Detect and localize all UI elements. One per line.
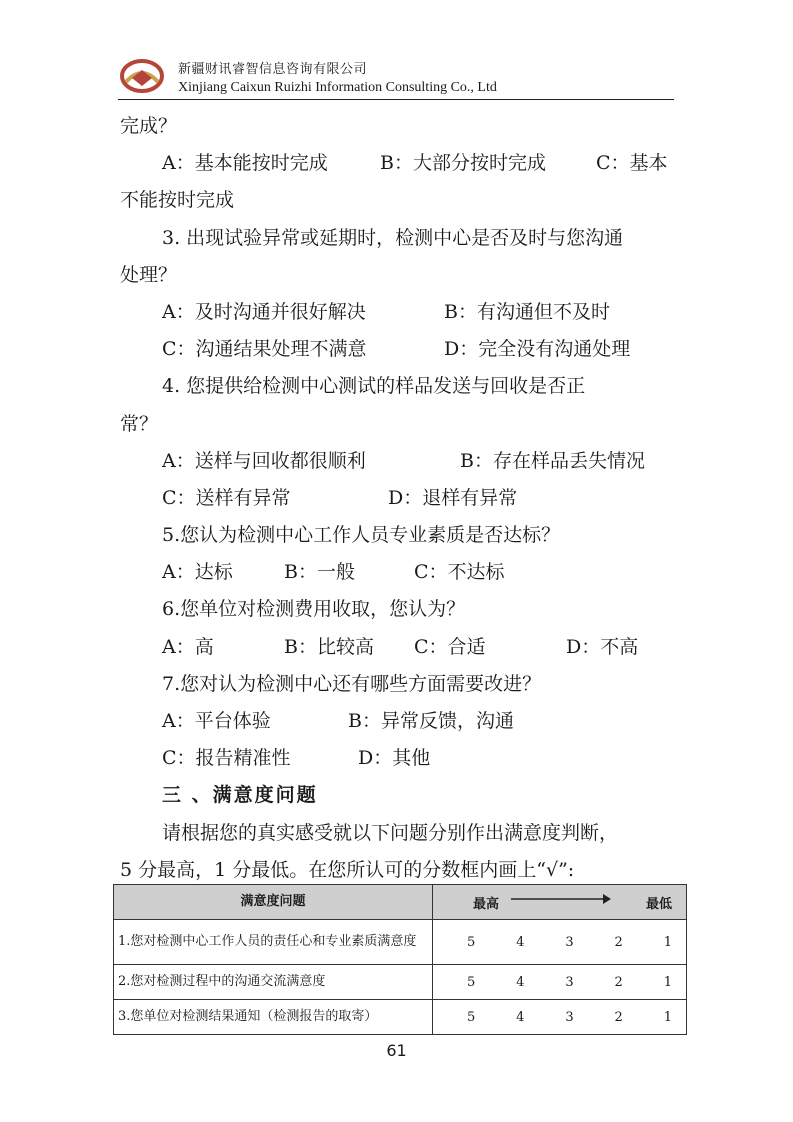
q5-option-c: C：不达标 <box>414 561 505 584</box>
instruction-line-2: 5 分最高，1 分最低。在您所认可的分数框内画上“√”: <box>120 858 575 881</box>
company-logo-icon <box>118 56 166 96</box>
page-number: 61 <box>386 1041 407 1060</box>
q6-option-a: A：高 <box>162 635 214 658</box>
score-2: 2 <box>614 974 623 990</box>
q4-option-c: C：送样有异常 <box>162 486 291 509</box>
q7-options-row-1 <box>120 703 676 740</box>
score-4: 4 <box>516 934 525 950</box>
q4-option-b: B：存在样品丢失情况 <box>460 449 645 472</box>
q2-option-c: C：基本 <box>596 152 668 175</box>
score-5: 5 <box>467 1009 476 1025</box>
q4-option-a: A：送样与回收都很顺利 <box>162 449 366 472</box>
row-scores <box>433 1000 687 1035</box>
q7-title: 7.您对认为检测中心还有哪些方面需要改进？ <box>162 672 542 695</box>
page-header <box>118 52 674 100</box>
score-4: 4 <box>516 974 525 990</box>
q4-options-row-2 <box>120 480 676 517</box>
row-question: 2.您对检测过程中的沟通交流满意度 <box>114 965 433 1000</box>
q3-title: 3. 出现试验异常或延期时，检测中心是否及时与您沟通 <box>162 226 624 249</box>
q3-options-row-2 <box>120 331 676 368</box>
row-question: 1.您对检测中心工作人员的责任心和专业素质满意度 <box>114 920 433 965</box>
q3-option-c: C：沟通结果处理不满意 <box>162 338 367 361</box>
scale-low-label: 最低 <box>645 897 672 912</box>
score-2: 2 <box>614 1009 623 1025</box>
score-4: 4 <box>516 1009 525 1025</box>
q5-option-b: B：一般 <box>284 561 355 584</box>
q3-option-d: D：完全没有沟通处理 <box>444 338 631 361</box>
text-line: 常？ <box>120 412 159 435</box>
q4-option-d: D：退样有异常 <box>388 486 518 509</box>
text-line: 不能按时完成 <box>120 189 235 212</box>
q2-option-b: B：大部分按时完成 <box>380 152 546 175</box>
satisfaction-table <box>113 884 687 1035</box>
q3-option-a: A：及时沟通并很好解决 <box>162 300 366 323</box>
q5-title: 5.您认为检测中心工作人员专业素质是否达标？ <box>162 524 561 547</box>
company-name-en: Xinjiang Caixun Ruizhi Information Consulting Co., Ltd <box>178 80 497 95</box>
table-row <box>114 920 687 965</box>
q5-option-a: A：达标 <box>162 561 233 584</box>
score-3: 3 <box>565 974 574 990</box>
score-1: 1 <box>663 1009 672 1025</box>
instruction-line-1: 请根据您的真实感受就以下问题分别作出满意度判断， <box>162 821 619 844</box>
score-2: 2 <box>614 934 623 950</box>
q2-options-row <box>120 145 676 182</box>
q7-option-b: B：异常反馈，沟通 <box>348 710 514 732</box>
score-3: 3 <box>565 1009 574 1025</box>
q3-options-row-1 <box>120 294 676 331</box>
score-1: 1 <box>663 974 672 990</box>
q7-option-d: D：其他 <box>358 747 431 770</box>
q6-option-c: C：合适 <box>414 635 486 658</box>
q3-option-b: B：有沟通但不及时 <box>444 300 610 323</box>
score-5: 5 <box>467 974 476 990</box>
text-line: 处理？ <box>120 263 178 286</box>
company-name-cn: 新疆财讯睿智信息咨询有限公司 <box>178 62 368 77</box>
q7-options-row-2 <box>120 740 676 777</box>
q2-option-a: A：基本能按时完成 <box>162 152 328 175</box>
score-5: 5 <box>467 934 476 950</box>
q7-option-a: A：平台体验 <box>162 710 271 732</box>
score-1: 1 <box>663 934 672 950</box>
table-row <box>114 965 687 1000</box>
table-row <box>114 1000 687 1035</box>
q6-title: 6.您单位对检测费用收取，您认为？ <box>162 598 466 621</box>
text-line: 完成？ <box>120 115 178 137</box>
table-header-row <box>114 885 687 920</box>
section-title: 三 、满意度问题 <box>162 784 318 807</box>
header-divider <box>118 99 674 100</box>
q6-options-row <box>120 629 676 666</box>
header-scale <box>433 885 687 920</box>
scale-high-label: 最高 <box>473 897 500 912</box>
document-body <box>120 108 676 889</box>
header-question: 满意度问题 <box>114 885 433 920</box>
score-3: 3 <box>565 934 574 950</box>
row-scores <box>433 965 687 1000</box>
q6-option-d: D：不高 <box>566 635 639 658</box>
q6-option-b: B：比较高 <box>284 635 374 658</box>
row-question: 3.您单位对检测结果通知（检测报告的取寄） <box>114 1000 433 1035</box>
row-scores <box>433 920 687 965</box>
q7-option-c: C：报告精准性 <box>162 747 291 770</box>
q4-options-row-1 <box>120 443 676 480</box>
arrow-right-icon <box>511 891 611 907</box>
q5-options-row <box>120 554 676 591</box>
q4-title: 4. 您提供给检测中心测试的样品发送与回收是否正 <box>162 375 586 398</box>
